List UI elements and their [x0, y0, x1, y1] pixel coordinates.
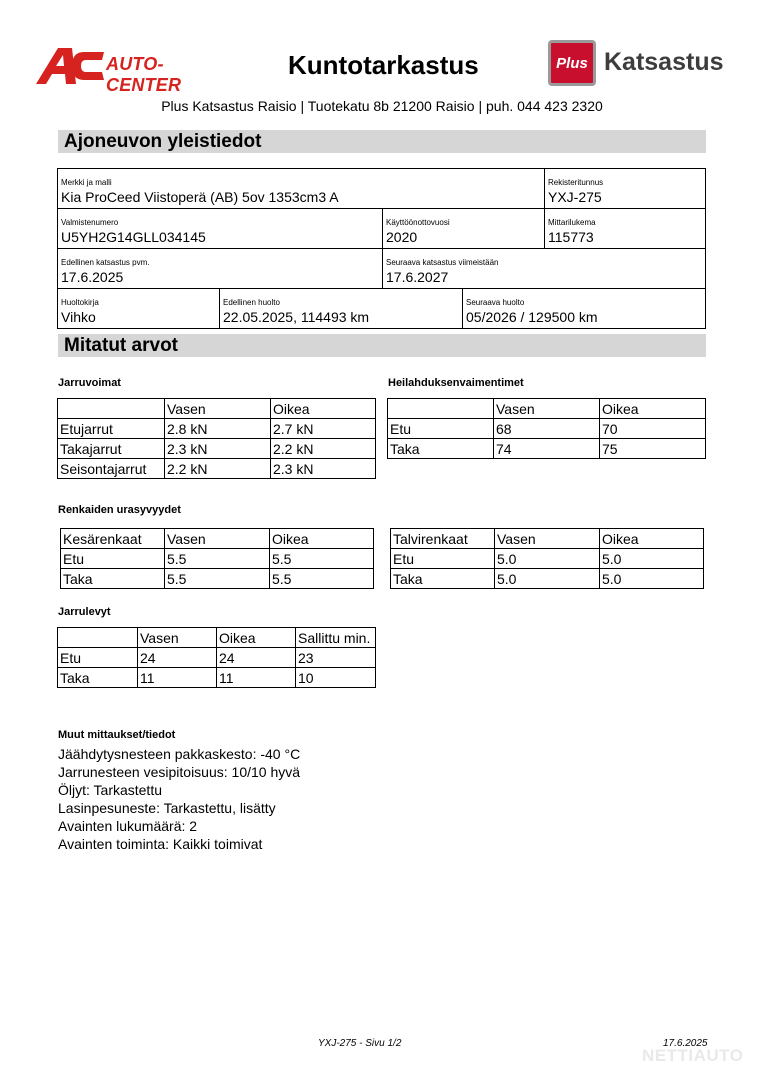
other-line: Lasinpesuneste: Tarkastettu, lisätty [58, 800, 276, 816]
plus-badge: Plus [548, 40, 596, 86]
other-measurements-title: Muut mittaukset/tiedot [58, 729, 176, 741]
page-title: Kuntotarkastus [288, 50, 479, 80]
vin-cell [58, 209, 383, 248]
table-header-cell [58, 399, 165, 419]
table-header-row [58, 399, 376, 419]
auto-center-logo-text: AUTO-CENTER [106, 54, 182, 95]
next-inspection-value: 17.6.2027 [386, 269, 449, 285]
table-cell: 11 [138, 668, 217, 688]
table-header-cell: Vasen [165, 399, 271, 419]
table-cell: 5.5 [165, 549, 270, 569]
table-cell: 10 [296, 668, 376, 688]
table-cell: 68 [494, 419, 600, 439]
table-header-row [61, 529, 374, 549]
table-cell: Etu [58, 648, 138, 668]
service-book-cell [58, 289, 220, 328]
table-cell: 11 [217, 668, 296, 688]
table-cell: 75 [600, 439, 706, 459]
table-row [391, 549, 704, 569]
table-row [58, 439, 376, 459]
table-cell: 5.0 [600, 549, 704, 569]
table-header-cell: Vasen [494, 399, 600, 419]
brakes-table [57, 398, 376, 479]
table-header-row [391, 529, 704, 549]
make-model-label: Merkki ja malli [61, 178, 112, 187]
last-inspection-label: Edellinen katsastus pvm. [61, 258, 150, 267]
table-cell: 70 [600, 419, 706, 439]
table-row [388, 439, 706, 459]
table-cell: Seisontajarrut [58, 459, 165, 479]
table-cell: 5.0 [600, 569, 704, 589]
table-header-cell [58, 628, 138, 648]
make-model-cell [58, 169, 545, 208]
table-header-cell: Kesärenkaat [61, 529, 165, 549]
other-line: Avainten toiminta: Kaikki toimivat [58, 836, 263, 852]
last-inspection-cell [58, 249, 383, 288]
table-cell: 2.3 kN [271, 459, 376, 479]
other-line: Öljyt: Tarkastettu [58, 782, 163, 798]
other-line: Jäähdytysnesteen pakkaskesto: -40 °C [58, 746, 301, 762]
next-service-cell [463, 289, 705, 328]
odometer-cell [545, 209, 705, 248]
table-cell: 5.5 [165, 569, 270, 589]
registration-label: Rekisteritunnus [548, 178, 604, 187]
shocks-title: Heilahduksenvaimentimet [388, 377, 524, 389]
plus-katsastus-logo [548, 38, 728, 90]
tires-title: Renkaiden urasyvyydet [58, 504, 181, 516]
table-cell: 5.5 [270, 549, 374, 569]
discs-title: Jarrulevyt [58, 606, 111, 618]
brakes-title: Jarruvoimat [58, 377, 121, 389]
summer-tires-table [60, 528, 374, 589]
table-cell: Taka [58, 668, 138, 688]
table-cell: Takajarrut [58, 439, 165, 459]
table-row [58, 459, 376, 479]
table-header-row [58, 628, 376, 648]
table-cell: 23 [296, 648, 376, 668]
table-header-cell: Vasen [495, 529, 600, 549]
table-row [61, 549, 374, 569]
table-header-cell: Oikea [600, 529, 704, 549]
table-cell: Taka [61, 569, 165, 589]
table-cell: Taka [388, 439, 494, 459]
registration-value: YXJ-275 [548, 189, 602, 205]
vin-value: U5YH2G14GLL034145 [61, 229, 206, 245]
table-cell: Etujarrut [58, 419, 165, 439]
other-line: Avainten lukumäärä: 2 [58, 818, 198, 834]
discs-table [57, 627, 376, 688]
footer-page-number: YXJ-275 - Sivu 1/2 [318, 1038, 402, 1049]
info-row [58, 249, 705, 289]
registration-cell [545, 169, 705, 208]
table-cell: Etu [61, 549, 165, 569]
table-cell: 5.0 [495, 569, 600, 589]
vehicle-info-grid [57, 168, 706, 329]
table-header-cell: Vasen [138, 628, 217, 648]
table-cell: 2.8 kN [165, 419, 271, 439]
table-header-cell: Oikea [217, 628, 296, 648]
table-row [61, 569, 374, 589]
table-cell: Etu [391, 549, 495, 569]
last-inspection-value: 17.6.2025 [61, 269, 124, 285]
table-row [388, 419, 706, 439]
table-cell: 5.0 [495, 549, 600, 569]
table-cell: 74 [494, 439, 600, 459]
first-use-cell [383, 209, 545, 248]
other-measurements [58, 726, 300, 853]
table-cell: 24 [217, 648, 296, 668]
first-use-label: Käyttöönottovuosi [386, 218, 450, 227]
first-use-value: 2020 [386, 229, 418, 245]
footer-date: 17.6.2025 [663, 1038, 708, 1049]
table-cell: Etu [388, 419, 494, 439]
shocks-table [387, 398, 706, 459]
next-inspection-cell [383, 249, 705, 288]
auto-center-logo [36, 46, 226, 95]
table-header-cell: Sallittu min. [296, 628, 376, 648]
table-cell: 24 [138, 648, 217, 668]
table-header-cell: Oikea [271, 399, 376, 419]
table-cell: 2.2 kN [165, 459, 271, 479]
table-row [391, 569, 704, 589]
info-row [58, 209, 705, 249]
table-cell: Taka [391, 569, 495, 589]
odometer-label: Mittarilukema [548, 218, 596, 227]
company-address: Plus Katsastus Raisio | Tuotekatu 8b 21200 Raisio | puh. 044 423 2320 [161, 98, 603, 114]
next-service-value: 05/2026 / 129500 km [466, 309, 598, 325]
table-row [58, 668, 376, 688]
service-book-label: Huoltokirja [61, 298, 99, 307]
section-vehicle-heading: Ajoneuvon yleistiedot [58, 130, 706, 153]
table-cell: 5.5 [270, 569, 374, 589]
table-header-cell: Oikea [270, 529, 374, 549]
nettiauto-watermark: NETTIAUTO [642, 1046, 744, 1065]
last-service-label: Edellinen huolto [223, 298, 280, 307]
winter-tires-table [390, 528, 704, 589]
service-book-value: Vihko [61, 309, 96, 325]
last-service-cell [220, 289, 463, 328]
table-header-cell [388, 399, 494, 419]
last-service-value: 22.05.2025, 114493 km [223, 309, 370, 325]
next-service-label: Seuraava huolto [466, 298, 525, 307]
table-row [58, 419, 376, 439]
info-row [58, 289, 705, 328]
vin-label: Valmistenumero [61, 218, 119, 227]
table-cell: 2.2 kN [271, 439, 376, 459]
odometer-value: 115773 [548, 229, 594, 245]
table-cell: 2.7 kN [271, 419, 376, 439]
make-model-value: Kia ProCeed Viistoperä (AB) 5ov 1353cm3 A [61, 189, 339, 205]
next-inspection-label: Seuraava katsastus viimeistään [386, 258, 499, 267]
katsastus-logo-text: Katsastus [604, 48, 724, 76]
table-cell: 2.3 kN [165, 439, 271, 459]
table-header-cell: Talvirenkaat [391, 529, 495, 549]
info-row [58, 169, 705, 209]
section-measurements-heading: Mitatut arvot [58, 334, 706, 357]
table-row [58, 648, 376, 668]
table-header-row [388, 399, 706, 419]
table-header-cell: Vasen [165, 529, 270, 549]
table-header-cell: Oikea [600, 399, 706, 419]
other-line: Jarrunesteen vesipitoisuus: 10/10 hyvä [58, 764, 301, 780]
